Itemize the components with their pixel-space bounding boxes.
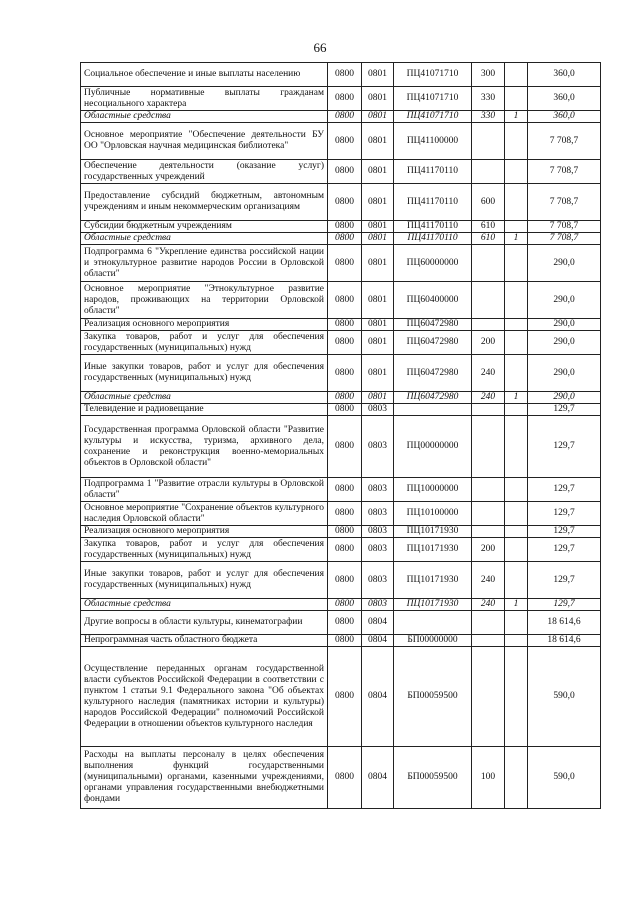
row-name: Областные средства bbox=[81, 392, 328, 404]
subsection-code: 0804 bbox=[362, 747, 394, 809]
amount: 7 708,7 bbox=[528, 184, 601, 221]
amount: 129,7 bbox=[528, 538, 601, 562]
funding-source-code bbox=[505, 635, 528, 647]
table-row bbox=[81, 647, 601, 747]
target-article-code: ПЦ41170110 bbox=[394, 184, 472, 221]
target-article-code: ПЦ60400000 bbox=[394, 282, 472, 319]
row-name: Областные средства bbox=[81, 233, 328, 245]
subsection-code: 0803 bbox=[362, 562, 394, 599]
section-code: 0800 bbox=[328, 111, 362, 123]
amount: 290,0 bbox=[528, 331, 601, 355]
expense-type-code bbox=[472, 160, 505, 184]
section-code: 0800 bbox=[328, 221, 362, 233]
funding-source-code bbox=[505, 331, 528, 355]
row-name: Реализация основного мероприятия bbox=[81, 319, 328, 331]
subsection-code: 0801 bbox=[362, 184, 394, 221]
amount: 129,7 bbox=[528, 404, 601, 416]
funding-source-code bbox=[505, 562, 528, 599]
amount: 590,0 bbox=[528, 747, 601, 809]
expense-type-code: 610 bbox=[472, 233, 505, 245]
target-article-code: ПЦ10000000 bbox=[394, 478, 472, 502]
expense-type-code: 240 bbox=[472, 599, 505, 611]
funding-source-code: 1 bbox=[505, 233, 528, 245]
table-row bbox=[81, 526, 601, 538]
expense-type-code: 100 bbox=[472, 747, 505, 809]
amount: 7 708,7 bbox=[528, 233, 601, 245]
table-row bbox=[81, 392, 601, 404]
subsection-code: 0803 bbox=[362, 526, 394, 538]
expense-type-code bbox=[472, 526, 505, 538]
amount: 360,0 bbox=[528, 63, 601, 87]
table-row bbox=[81, 245, 601, 282]
funding-source-code bbox=[505, 282, 528, 319]
table-row bbox=[81, 111, 601, 123]
subsection-code: 0804 bbox=[362, 647, 394, 747]
expense-type-code bbox=[472, 611, 505, 635]
expense-type-code bbox=[472, 416, 505, 478]
amount: 129,7 bbox=[528, 599, 601, 611]
funding-source-code bbox=[505, 184, 528, 221]
funding-source-code: 1 bbox=[505, 111, 528, 123]
amount: 129,7 bbox=[528, 416, 601, 478]
amount: 7 708,7 bbox=[528, 160, 601, 184]
table-row bbox=[81, 538, 601, 562]
funding-source-code bbox=[505, 404, 528, 416]
row-name: Областные средства bbox=[81, 599, 328, 611]
subsection-code: 0801 bbox=[362, 355, 394, 392]
subsection-code: 0801 bbox=[362, 111, 394, 123]
funding-source-code bbox=[505, 221, 528, 233]
table-row bbox=[81, 184, 601, 221]
target-article-code: ПЦ60472980 bbox=[394, 392, 472, 404]
target-article-code bbox=[394, 404, 472, 416]
subsection-code: 0801 bbox=[362, 221, 394, 233]
table-row bbox=[81, 562, 601, 599]
expense-type-code bbox=[472, 635, 505, 647]
expense-type-code bbox=[472, 478, 505, 502]
section-code: 0800 bbox=[328, 404, 362, 416]
amount: 290,0 bbox=[528, 392, 601, 404]
row-name: Публичные нормативные выплаты гражданам несоциального характера bbox=[81, 87, 328, 111]
subsection-code: 0803 bbox=[362, 599, 394, 611]
amount: 18 614,6 bbox=[528, 635, 601, 647]
row-name: Закупка товаров, работ и услуг для обеспечения государственных (муниципальных) нужд bbox=[81, 331, 328, 355]
row-name: Реализация основного мероприятия bbox=[81, 526, 328, 538]
target-article-code: ПЦ10171930 bbox=[394, 562, 472, 599]
section-code: 0800 bbox=[328, 647, 362, 747]
amount: 7 708,7 bbox=[528, 221, 601, 233]
amount: 129,7 bbox=[528, 526, 601, 538]
section-code: 0800 bbox=[328, 245, 362, 282]
target-article-code: ПЦ10171930 bbox=[394, 526, 472, 538]
table-row bbox=[81, 319, 601, 331]
target-article-code bbox=[394, 611, 472, 635]
subsection-code: 0803 bbox=[362, 538, 394, 562]
subsection-code: 0801 bbox=[362, 245, 394, 282]
subsection-code: 0801 bbox=[362, 123, 394, 160]
section-code: 0800 bbox=[328, 123, 362, 160]
funding-source-code bbox=[505, 526, 528, 538]
expense-type-code bbox=[472, 319, 505, 331]
target-article-code: ПЦ41100000 bbox=[394, 123, 472, 160]
row-name: Подпрограмма 1 "Развитие отрасли культуры в Орловской области" bbox=[81, 478, 328, 502]
amount: 290,0 bbox=[528, 282, 601, 319]
amount: 7 708,7 bbox=[528, 123, 601, 160]
section-code: 0800 bbox=[328, 184, 362, 221]
row-name: Другие вопросы в области культуры, кинематографии bbox=[81, 611, 328, 635]
section-code: 0800 bbox=[328, 599, 362, 611]
row-name: Закупка товаров, работ и услуг для обеспечения государственных (муниципальных) нужд bbox=[81, 538, 328, 562]
row-name: Обеспечение деятельности (оказание услуг) государственных учреждений bbox=[81, 160, 328, 184]
subsection-code: 0804 bbox=[362, 611, 394, 635]
expense-type-code: 300 bbox=[472, 63, 505, 87]
amount: 290,0 bbox=[528, 319, 601, 331]
table-row bbox=[81, 87, 601, 111]
budget-table bbox=[80, 62, 601, 809]
amount: 360,0 bbox=[528, 87, 601, 111]
amount: 18 614,6 bbox=[528, 611, 601, 635]
table-row bbox=[81, 416, 601, 478]
target-article-code: ПЦ60472980 bbox=[394, 331, 472, 355]
funding-source-code bbox=[505, 160, 528, 184]
target-article-code: БП00059500 bbox=[394, 647, 472, 747]
funding-source-code bbox=[505, 416, 528, 478]
subsection-code: 0801 bbox=[362, 63, 394, 87]
row-name: Расходы на выплаты персоналу в целях обеспечения выполнения функций государственными (муниципальными) органами, казенными учреждениями, органами управления государственными внебюджетными фондами bbox=[81, 747, 328, 809]
target-article-code: ПЦ00000000 bbox=[394, 416, 472, 478]
row-name: Государственная программа Орловской области "Развитие культуры и искусства, туризма, архивного дела, сохранение и реконструкция военно-мемориальных объектов в Орловской области" bbox=[81, 416, 328, 478]
row-name: Осуществление переданных органам государственной власти субъектов Российской Федерации в соответствии с пунктом 1 статьи 9.1 Федерального закона "Об объектах культурного наследия (памятниках истории и культуры) народов Российской Федерации" полномочий Российской Федерации в отношении объектов культурного наследия bbox=[81, 647, 328, 747]
expense-type-code bbox=[472, 282, 505, 319]
subsection-code: 0801 bbox=[362, 319, 394, 331]
target-article-code: БП00000000 bbox=[394, 635, 472, 647]
table-row bbox=[81, 63, 601, 87]
target-article-code: ПЦ60472980 bbox=[394, 355, 472, 392]
section-code: 0800 bbox=[328, 526, 362, 538]
row-name: Социальное обеспечение и иные выплаты населению bbox=[81, 63, 328, 87]
funding-source-code bbox=[505, 123, 528, 160]
table-row bbox=[81, 478, 601, 502]
subsection-code: 0801 bbox=[362, 331, 394, 355]
expense-type-code: 330 bbox=[472, 111, 505, 123]
amount: 290,0 bbox=[528, 355, 601, 392]
target-article-code: ПЦ41071710 bbox=[394, 63, 472, 87]
section-code: 0800 bbox=[328, 611, 362, 635]
target-article-code: ПЦ60472980 bbox=[394, 319, 472, 331]
table-row bbox=[81, 635, 601, 647]
funding-source-code bbox=[505, 502, 528, 526]
table-row bbox=[81, 331, 601, 355]
row-name: Иные закупки товаров, работ и услуг для обеспечения государственных (муниципальных) нужд bbox=[81, 355, 328, 392]
row-name: Предоставление субсидий бюджетным, автономным учреждениям и иным некоммерческим организациям bbox=[81, 184, 328, 221]
expense-type-code bbox=[472, 123, 505, 160]
section-code: 0800 bbox=[328, 319, 362, 331]
table-row bbox=[81, 233, 601, 245]
subsection-code: 0803 bbox=[362, 502, 394, 526]
section-code: 0800 bbox=[328, 562, 362, 599]
expense-type-code bbox=[472, 245, 505, 282]
section-code: 0800 bbox=[328, 747, 362, 809]
expense-type-code bbox=[472, 404, 505, 416]
expense-type-code: 600 bbox=[472, 184, 505, 221]
row-name: Основное мероприятие "Этнокультурное развитие народов, проживающих на территории Орловской области" bbox=[81, 282, 328, 319]
section-code: 0800 bbox=[328, 160, 362, 184]
row-name: Основное мероприятие "Сохранение объектов культурного наследия Орловской области" bbox=[81, 502, 328, 526]
amount: 129,7 bbox=[528, 478, 601, 502]
expense-type-code bbox=[472, 502, 505, 526]
funding-source-code bbox=[505, 538, 528, 562]
row-name: Основное мероприятие "Обеспечение деятельности БУ ОО "Орловская научная медицинская библиотека" bbox=[81, 123, 328, 160]
target-article-code: ПЦ41170110 bbox=[394, 160, 472, 184]
subsection-code: 0801 bbox=[362, 87, 394, 111]
budget-table-body bbox=[81, 63, 601, 809]
target-article-code: ПЦ60000000 bbox=[394, 245, 472, 282]
funding-source-code bbox=[505, 355, 528, 392]
funding-source-code: 1 bbox=[505, 599, 528, 611]
target-article-code: ПЦ10171930 bbox=[394, 538, 472, 562]
funding-source-code bbox=[505, 319, 528, 331]
funding-source-code bbox=[505, 647, 528, 747]
funding-source-code bbox=[505, 245, 528, 282]
page-number: 66 bbox=[313, 40, 327, 55]
subsection-code: 0804 bbox=[362, 635, 394, 647]
funding-source-code bbox=[505, 478, 528, 502]
subsection-code: 0801 bbox=[362, 282, 394, 319]
table-row bbox=[81, 355, 601, 392]
funding-source-code: 1 bbox=[505, 392, 528, 404]
table-row bbox=[81, 221, 601, 233]
target-article-code: ПЦ41071710 bbox=[394, 87, 472, 111]
amount: 590,0 bbox=[528, 647, 601, 747]
section-code: 0800 bbox=[328, 63, 362, 87]
section-code: 0800 bbox=[328, 538, 362, 562]
section-code: 0800 bbox=[328, 87, 362, 111]
expense-type-code: 240 bbox=[472, 355, 505, 392]
subsection-code: 0801 bbox=[362, 233, 394, 245]
subsection-code: 0803 bbox=[362, 416, 394, 478]
target-article-code: БП00059500 bbox=[394, 747, 472, 809]
funding-source-code bbox=[505, 747, 528, 809]
expense-type-code: 200 bbox=[472, 331, 505, 355]
section-code: 0800 bbox=[328, 478, 362, 502]
row-name: Субсидии бюджетным учреждениям bbox=[81, 221, 328, 233]
funding-source-code bbox=[505, 87, 528, 111]
table-row bbox=[81, 404, 601, 416]
amount: 290,0 bbox=[528, 245, 601, 282]
section-code: 0800 bbox=[328, 282, 362, 319]
amount: 360,0 bbox=[528, 111, 601, 123]
table-row bbox=[81, 747, 601, 809]
row-name: Телевидение и радиовещание bbox=[81, 404, 328, 416]
expense-type-code: 240 bbox=[472, 392, 505, 404]
amount: 129,7 bbox=[528, 502, 601, 526]
subsection-code: 0801 bbox=[362, 160, 394, 184]
section-code: 0800 bbox=[328, 502, 362, 526]
section-code: 0800 bbox=[328, 233, 362, 245]
expense-type-code: 240 bbox=[472, 562, 505, 599]
funding-source-code bbox=[505, 63, 528, 87]
section-code: 0800 bbox=[328, 635, 362, 647]
funding-source-code bbox=[505, 611, 528, 635]
row-name: Подпрограмма 6 "Укрепление единства российской нации и этнокультурное развитие народов России в Орловской области" bbox=[81, 245, 328, 282]
target-article-code: ПЦ10171930 bbox=[394, 599, 472, 611]
expense-type-code: 610 bbox=[472, 221, 505, 233]
expense-type-code: 200 bbox=[472, 538, 505, 562]
table-row bbox=[81, 282, 601, 319]
table-row bbox=[81, 160, 601, 184]
row-name: Иные закупки товаров, работ и услуг для обеспечения государственных (муниципальных) нужд bbox=[81, 562, 328, 599]
section-code: 0800 bbox=[328, 416, 362, 478]
target-article-code: ПЦ41170110 bbox=[394, 221, 472, 233]
table-row bbox=[81, 599, 601, 611]
target-article-code: ПЦ41170110 bbox=[394, 233, 472, 245]
expense-type-code bbox=[472, 647, 505, 747]
section-code: 0800 bbox=[328, 331, 362, 355]
target-article-code: ПЦ41071710 bbox=[394, 111, 472, 123]
subsection-code: 0803 bbox=[362, 404, 394, 416]
section-code: 0800 bbox=[328, 392, 362, 404]
table-row bbox=[81, 502, 601, 526]
table-row bbox=[81, 611, 601, 635]
subsection-code: 0803 bbox=[362, 478, 394, 502]
target-article-code: ПЦ10100000 bbox=[394, 502, 472, 526]
row-name: Областные средства bbox=[81, 111, 328, 123]
section-code: 0800 bbox=[328, 355, 362, 392]
table-row bbox=[81, 123, 601, 160]
row-name: Непрограммная часть областного бюджета bbox=[81, 635, 328, 647]
expense-type-code: 330 bbox=[472, 87, 505, 111]
subsection-code: 0801 bbox=[362, 392, 394, 404]
amount: 129,7 bbox=[528, 562, 601, 599]
